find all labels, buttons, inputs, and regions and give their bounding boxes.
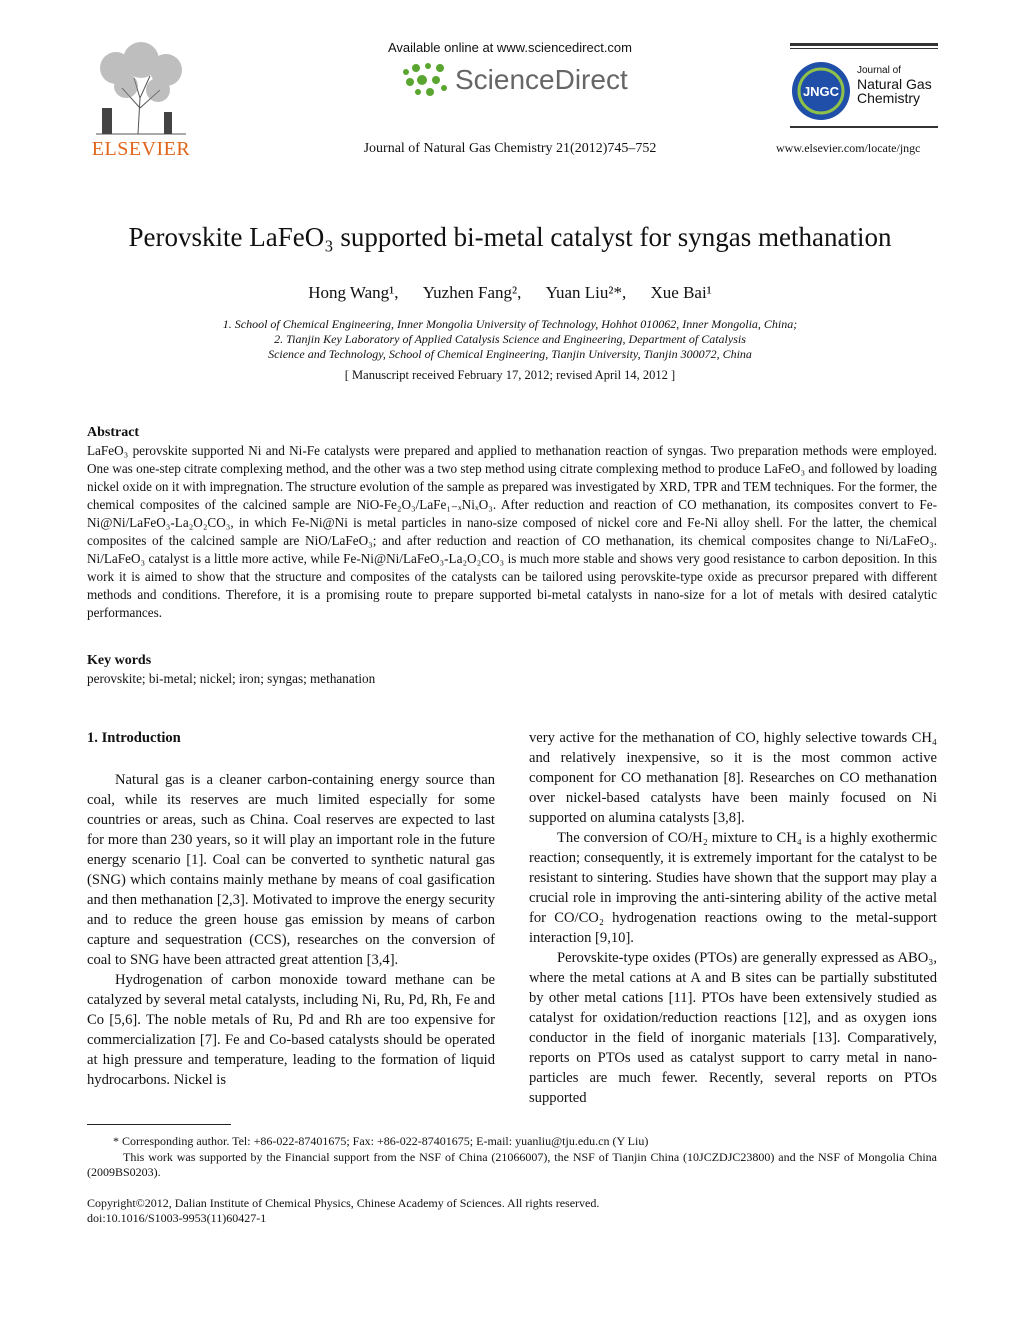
paragraph: Hydrogenation of carbon monoxide toward methane can be catalyzed by several metal catalysts, including Ni, Ru, Pd, Rh, Fe and Co [5,6]. The noble metals of Ru, Pd and Rh are too expensive for commercialization [7]. Fe and Co-based catalysts should be operated at high pressure and temperature, leading to the formation of liquid hydrocarbons. Nickel is: [87, 972, 495, 1088]
paragraph: The conversion of CO/H₂ mixture to CH₄ is a highly exothermic reaction; consequently, it is extremely important for the catalyst to be resistant to sintering. Studies have shown that the support may play a crucial role in improving the anti-sintering ability of the active metal for CO/CO₂ hydrogenation reactions owing to the metal-support interaction [9,10].: [529, 830, 937, 946]
jngc-badge-text: JNGC: [802, 84, 840, 99]
paragraph: very active for the methanation of CO, highly selective towards CH₄ and relatively inexpensive, so it is the most common active component for CO methanation [8]. Researches on CO methanation over nickel-based catalysts have been mainly focused on Ni supported on alumina catalysts [3,8].: [529, 730, 937, 826]
header-rule: [790, 43, 938, 46]
copyright: [87, 1196, 599, 1226]
affiliation: 2. Tianjin Key Laboratory of Applied Catalysis Science and Engineering, Department of Catalysis: [274, 332, 746, 346]
journal-reference: Journal of Natural Gas Chemistry 21(2012)745–752: [363, 141, 657, 156]
available-online[interactable]: Available online at www.sciencedirect.com: [388, 40, 632, 55]
jngc-badge-icon: [790, 60, 852, 122]
doi[interactable]: doi:10.1016/S1003-9953(11)60427-1: [87, 1211, 267, 1225]
body-column-left: [87, 728, 495, 1090]
section-heading: 1. Introduction: [87, 730, 181, 746]
body-column-right: [529, 728, 937, 1108]
affiliation: 1. School of Chemical Engineering, Inner Mongolia University of Technology, Hohhot 010062, Inner Mongolia, China;: [222, 317, 798, 331]
paragraph: Natural gas is a cleaner carbon-containing energy source than coal, while its reserves are much limited especially for some countries or areas, such as China. Coal reserves are expected to last for more than 230 years, so it will play an important role in the future energy scenario [1]. Coal can be converted to synthetic natural gas (SNG) which contains mainly methane by means of coal gasification and then methanation [2,3]. Motivated to improve the energy security and to reduce the green house gas emission by means of carbon capture and sequestration (CCS), researches on the conversion of coal to SNG have been attracted great attention [3,4].: [87, 772, 495, 968]
author: Xue Bai¹: [650, 283, 712, 302]
author-list: [0, 283, 1020, 303]
elsevier-wordmark: ELSEVIER: [91, 138, 191, 160]
jngc-title-line: Natural Gas: [857, 75, 932, 92]
footnote-funding: This work was supported by the Financial support from the NSF of China (21066007), the NSF of Tianjin China (10JCZDJC23800) and the NSF of Mongolia China (2009BS0203).: [87, 1150, 937, 1179]
abstract-text: LaFeO₃ perovskite supported Ni and Ni-Fe catalysts were prepared and applied to methanation reaction of syngas. Two preparation methods were employed. One was one-step citrate complexing method, and the other was a two step method using citrate complexing method to produce LaFeO₃ and followed by loading nickel oxide on it with impregnation. The structure evolution of the sample as prepared was investigated by XRD, TPR and TEM techniques. For the former, the chemical composites of the calcined sample are NiO-Fe₂O₃/LaFe₁₋ₓNiₓO₃. After reduction and reaction of CO methanation, its composites convert to Fe-Ni@Ni/LaFeO₃-La₂O₂CO₃, in which Fe-Ni@Ni is metal particles in nano-size composed of nickel core and Fe-Ni alloy shell. For the latter, the chemical composites of the calcined sample are NiO/LaFeO₃; and after reduction and reaction of CO methanation, its chemical composites change to Ni/LaFeO₃. Ni/LaFeO₃ catalyst is a little more active, while Fe-Ni@Ni/LaFeO₃-La₂O₂CO₃ is much more stable and shows very good resistance to carbon deposition. In this work it is aimed to show that the structure and composites of the catalysts can be tailored using perovskite-type oxide as precursor prepared with different methods and conditions. Therefore, it is a promising route to prepare supported bi-metal catalysts in nano-size for a lot of metals with desired catalytic performances.: [87, 443, 937, 620]
affiliation: Science and Technology, School of Chemical Engineering, Tianjin University, Tianjin 300072, China: [268, 347, 752, 361]
header-rule: [790, 48, 938, 49]
author: Hong Wang¹,: [308, 283, 399, 302]
header-rule: [790, 126, 938, 128]
keywords: perovskite; bi-metal; nickel; iron; syngas; methanation: [87, 671, 376, 686]
copyright-line: Copyright©2012, Dalian Institute of Chemical Physics, Chinese Academy of Sciences. All rights reserved.: [87, 1196, 600, 1210]
keywords-heading: Key words: [87, 653, 152, 668]
jngc-title: [857, 66, 932, 106]
footnote-corresponding: * Corresponding author. Tel: +86-022-87401675; Fax: +86-022-87401675; E-mail: yuanliu@tju.edu.cn (Y Liu): [113, 1134, 649, 1148]
author: Yuan Liu²*,: [545, 283, 627, 302]
paragraph: Perovskite-type oxides (PTOs) are generally expressed as ABO₃, where the metal cations at A and B sites can be partially substituted by other metal cations [11]. PTOs have been extensively studied as catalyst for oxidation/reduction reactions [12], and as oxygen ions conductor in the field of inorganic materials [13]. Comparatively, reports on PTOs used as catalyst support to carry metal in nano-particles are much fewer. Recently, several reports on PTOs supported: [529, 950, 937, 1106]
journal-url[interactable]: www.elsevier.com/locate/jngc: [776, 141, 921, 155]
author: Yuzhen Fang²,: [422, 283, 522, 302]
footnote-rule: [87, 1124, 231, 1125]
sciencedirect-wordmark: ScienceDirect: [455, 64, 628, 95]
jngc-title-line: Journal of: [857, 65, 901, 76]
article-title: Perovskite LaFeO₃ supported bi-metal catalyst for syngas methanation: [128, 222, 892, 252]
abstract-heading: Abstract: [87, 425, 140, 440]
jngc-title-line: Chemistry: [857, 90, 921, 107]
manuscript-dates: [ Manuscript received February 17, 2012; revised April 14, 2012 ]: [344, 368, 676, 382]
